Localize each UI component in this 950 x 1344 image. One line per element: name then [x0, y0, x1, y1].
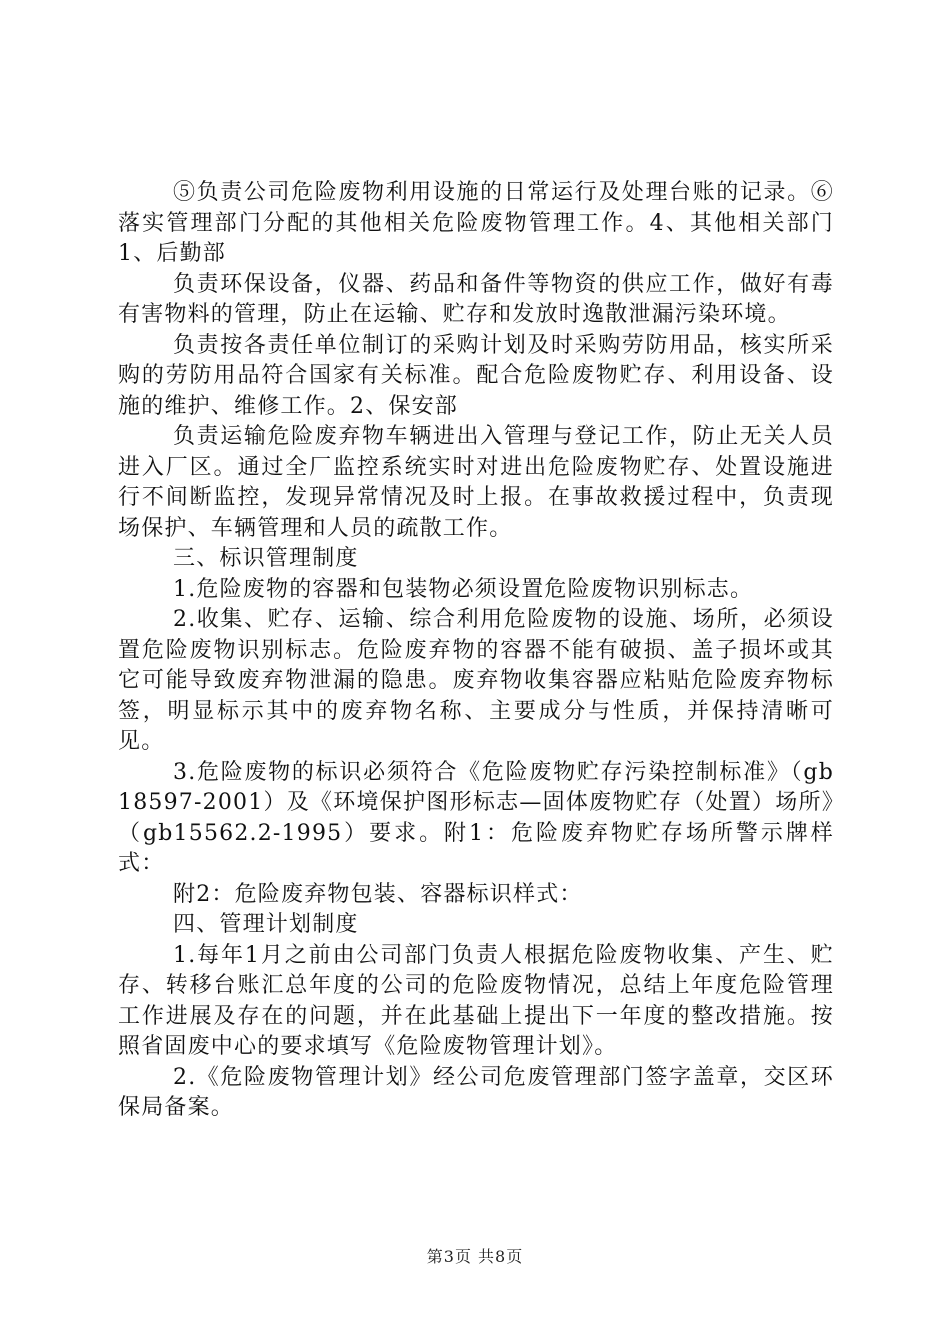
paragraph-planning-2: 2.《危险废物管理计划》经公司危废管理部门签字盖章，交区环保局备案。: [118, 1064, 834, 1120]
section-heading-planning: 四、管理计划制度: [173, 912, 359, 937]
section-heading-labeling: 三、标识管理制度: [173, 546, 359, 571]
paragraph-security-department: 负责运输危险废弃物车辆进出入管理与登记工作，防止无关人员进入厂区。通过全厂监控系统实时对进出危险废物贮存、处置设施进行不间断监控，发现异常情况及时上报。在事故救援过程中，负责现场保护、车辆管理和人员的疏散工作。: [118, 424, 834, 541]
page-number-footer: 第3页 共8页: [426, 1247, 524, 1266]
paragraph-logistics-supply: 负责环保设备，仪器、药品和备件等物资的供应工作，做好有毒有害物料的管理，防止在运输、贮存和发放时逸散泄漏污染环境。: [118, 271, 834, 327]
paragraph-labeling-3: 3.危险废物的标识必须符合《危险废物贮存污染控制标准》（gb18597-2001）及《环境保护图形标志—固体废物贮存（处置）场所》（gb15562.2-1995）要求。附1：危险废弃物贮存场所警示牌样式：: [118, 759, 834, 876]
paragraph-labeling-1: 1.危险废物的容器和包装物必须设置危险废物识别标志。: [173, 576, 754, 602]
paragraph-planning-1: 1.每年1月之前由公司部门负责人根据危险废物收集、产生、贮存、转移台账汇总年度的公司的危险废物情况，总结上年度危险管理工作进展及存在的问题，并在此基础上提出下一年度的整改措施。按照省固废中心的要求填写《危险废物管理计划》。: [118, 942, 834, 1059]
paragraph-logistics-procurement: 负责按各责任单位制订的采购计划及时采购劳防用品，核实所采购的劳防用品符合国家有关标准。配合危险废物贮存、利用设备、设施的维护、维修工作。2、保安部: [118, 332, 834, 419]
paragraph-attachment-2: 附2：危险废弃物包装、容器标识样式：: [173, 881, 583, 907]
document-body: [118, 178, 834, 1124]
paragraph-responsibilities-end: ⑤负责公司危险废物利用设施的日常运行及处理台账的记录。⑥落实管理部门分配的其他相关危险废物管理工作。4、其他相关部门1、后勤部: [118, 180, 834, 266]
paragraph-labeling-2: 2.收集、贮存、运输、综合利用危险废物的设施、场所，必须设置危险废物识别标志。危险废弃物的容器不能有破损、盖子损坏或其它可能导致废弃物泄漏的隐患。废弃物收集容器应粘贴危险废弃物标签，明显标示其中的废弃物名称、主要成分与性质，并保持清晰可见。: [118, 607, 834, 754]
